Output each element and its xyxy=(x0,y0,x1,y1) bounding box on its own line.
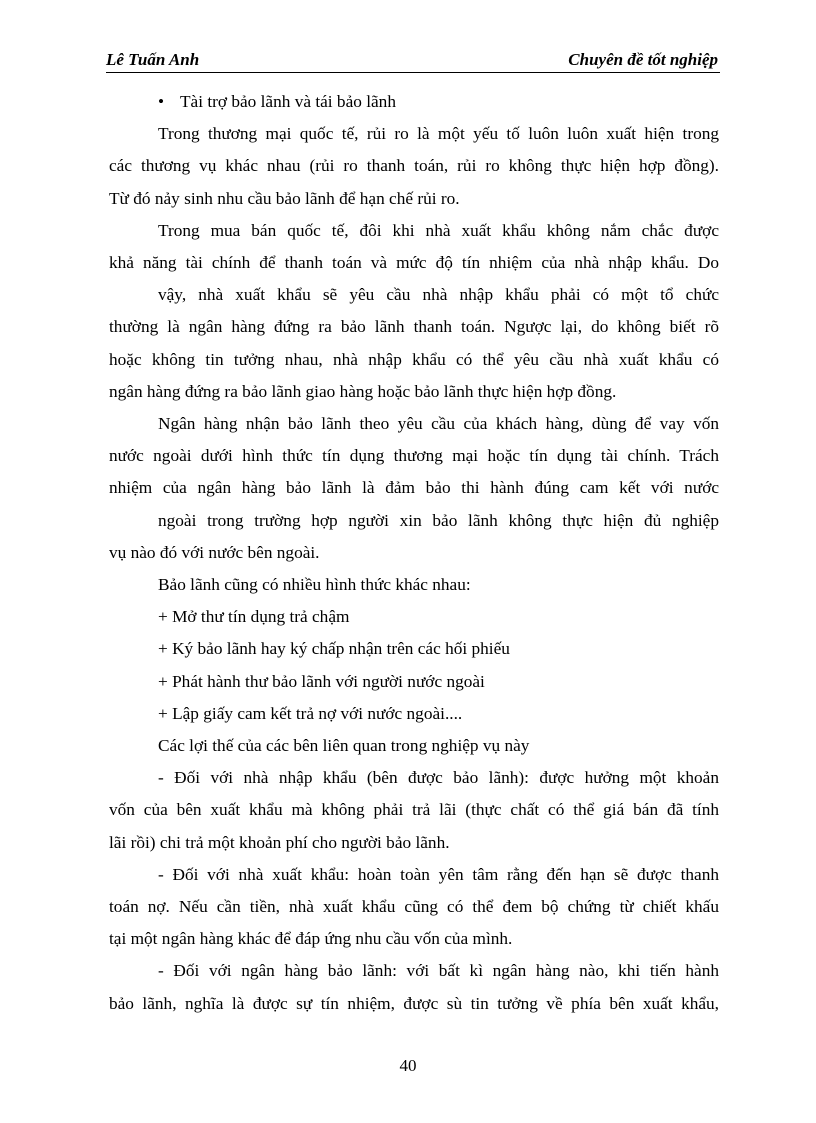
list-item: + Mở thư tín dụng trả chậm xyxy=(158,607,350,627)
paragraph-line: tại một ngân hàng khác để đáp ứng nhu cầu vốn của mình. xyxy=(109,929,513,949)
paragraph-line: ngoài trong trường hợp người xin bảo lãnh không thực hiện đủ nghiệp xyxy=(158,510,719,530)
forms-intro: Bảo lãnh cũng có nhiều hình thức khác nhau: xyxy=(158,575,471,595)
page-number: 40 xyxy=(399,1056,417,1075)
paragraph-line: lãi rồi) chi trả một khoản phí cho người bảo lãnh. xyxy=(109,832,450,852)
paragraph-line: bảo lãnh, nghĩa là được sự tín nhiệm, được sù tin tưởng về phía bên xuất khẩu, xyxy=(109,993,719,1013)
page-body xyxy=(109,86,719,1020)
benefits-intro: Các lợi thế của các bên liên quan trong nghiệp vụ này xyxy=(158,736,530,756)
bullet-icon: • xyxy=(158,92,165,111)
list-item: + Ký bảo lãnh hay ký chấp nhận trên các hối phiếu xyxy=(158,639,510,659)
paragraph-line: vụ nào đó với nước bên ngoài. xyxy=(109,542,320,562)
paragraph-line: thường là ngân hàng đứng ra bảo lãnh thanh toán. Ngược lại, do không biết rõ xyxy=(109,317,719,337)
paragraph-line: nước ngoài dưới hình thức tín dụng thương mại hoặc tín dụng tài chính. Trách xyxy=(109,446,719,466)
header-title: Chuyên đề tốt nghiệp xyxy=(568,50,718,69)
bullet-heading: • Tài trợ bảo lãnh và tái bảo lãnh xyxy=(109,86,719,118)
paragraph-line: nhiệm của ngân hàng bảo lãnh là đảm bảo thi hành đúng cam kết với nước xyxy=(109,478,719,498)
paragraph-line: - Đối với ngân hàng bảo lãnh: với bất kì ngân hàng nào, khi tiến hành xyxy=(158,961,719,981)
header-author: Lê Tuấn Anh xyxy=(106,50,200,69)
page-header xyxy=(106,48,720,73)
paragraph-line: toán nợ. Nếu cần tiền, nhà xuất khẩu cũng có thể đem bộ chứng từ chiết khấu xyxy=(109,897,719,917)
list-item: + Phát hành thư bảo lãnh với người nước ngoài xyxy=(158,671,485,691)
paragraph-line: hoặc không tin tưởng nhau, nhà nhập khẩu có thể yêu cầu nhà xuất khẩu có xyxy=(109,349,719,369)
paragraph-line: Trong mua bán quốc tế, đôi khi nhà xuất khẩu không nắm chắc được xyxy=(158,220,719,240)
paragraph-line: ngân hàng đứng ra bảo lãnh giao hàng hoặc bảo lãnh thực hiện hợp đồng. xyxy=(109,381,617,401)
paragraph-line: - Đối với nhà xuất khẩu: hoàn toàn yên tâm rằng đến hạn sẽ được thanh xyxy=(158,864,719,884)
list-item: + Lập giấy cam kết trả nợ với nước ngoài.... xyxy=(158,703,463,723)
paragraph-line: các thương vụ khác nhau (rủi ro thanh toán, rủi ro không thực hiện hợp đồng). xyxy=(109,156,719,176)
paragraph-line: vậy, nhà xuất khẩu sẽ yêu cầu nhà nhập khẩu phải có một tổ chức xyxy=(158,285,719,305)
paragraph-line: khả năng tài chính để thanh toán và mức độ tín nhiệm của nhà nhập khẩu. Do xyxy=(109,253,719,273)
paragraph-line: vốn của bên xuất khẩu mà không phải trả lãi (thực chất có thể giá bán đã tính xyxy=(109,800,719,820)
paragraph-line: Trong thương mại quốc tế, rủi ro là một yếu tố luôn luôn xuất hiện trong xyxy=(158,124,719,144)
paragraph-line: Từ đó nảy sinh nhu cầu bảo lãnh để hạn chế rủi ro. xyxy=(109,188,460,208)
paragraph-line: Ngân hàng nhận bảo lãnh theo yêu cầu của khách hàng, dùng để vay vốn xyxy=(158,414,719,434)
paragraph-line: - Đối với nhà nhập khẩu (bên được bảo lãnh): được hưởng một khoản xyxy=(158,768,719,788)
